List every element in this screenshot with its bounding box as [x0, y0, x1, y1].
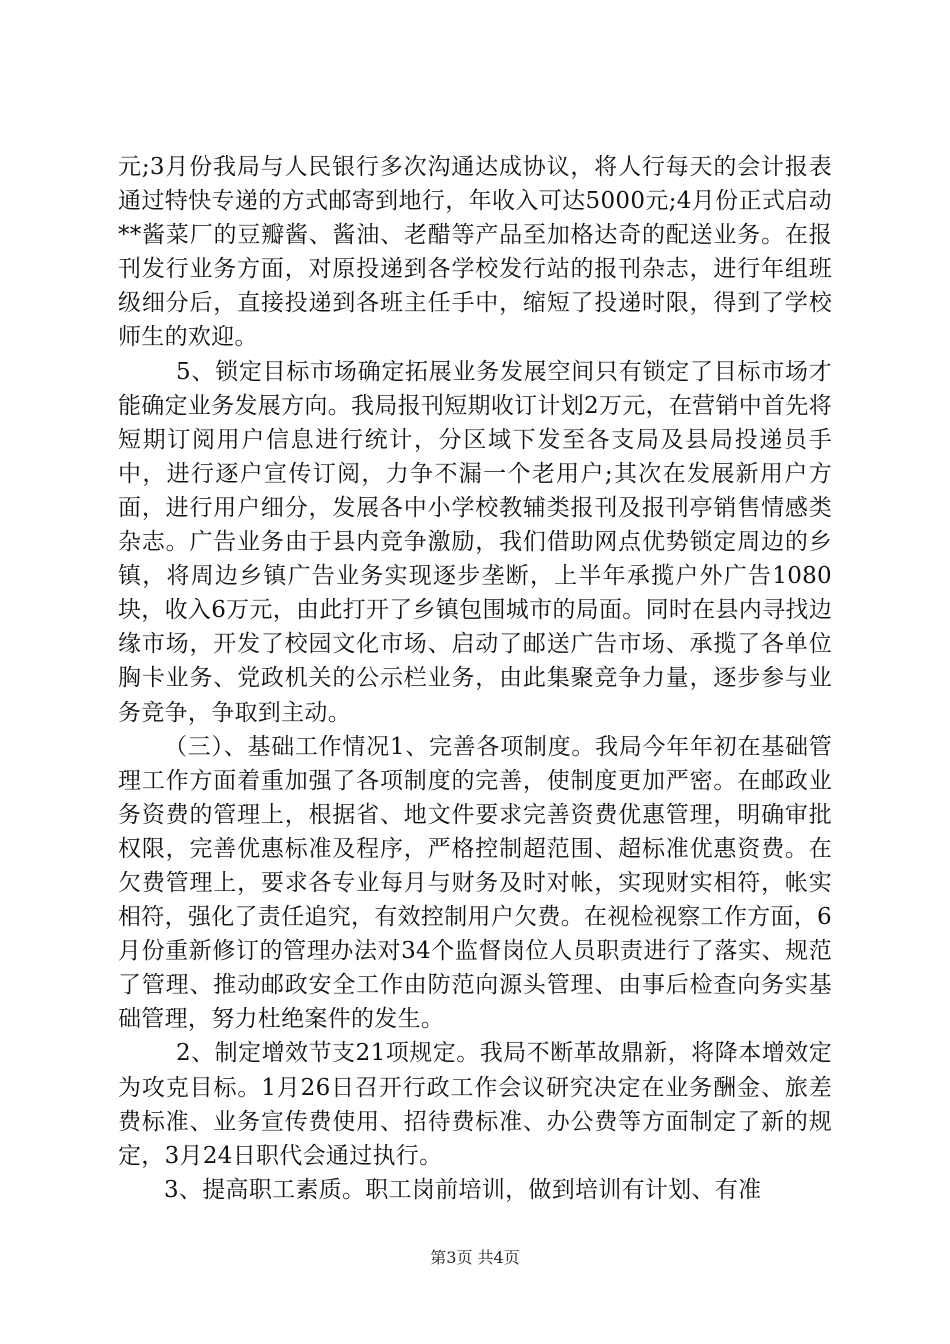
paragraph-basic-work: （三）、基础工作情况1、完善各项制度。我局今年年初在基础管理工作方面着重加强了各项制度的完善，使制度更加严密。在邮政业务资费的管理上，根据省、地文件要求完善资费优惠管理，明确审批权限，完善优惠标准及程序，严格控制超范围、超标准优惠资费。在欠费管理上，要求各专业每月与财务及时对帐，实现财实相符，帐实相符，强化了责任追究，有效控制用户欠费。在视检视察工作方面，6月份重新修订的管理办法对34个监督岗位人员职责进行了落实、规范了管理、推动邮政安全工作由防范向源头管理、由事后检查向务实基础管理，努力杜绝案件的发生。: [118, 733, 832, 1033]
document-body: [118, 150, 832, 1207]
paragraph-staff-quality: 3、提高职工素质。职工岗前培训，做到培训有计划、有准: [164, 1176, 762, 1203]
paragraph-target-market: 5、锁定目标市场确定拓展业务发展空间只有锁定了目标市场才能确定业务发展方向。我局报刊短期收订计划2万元，在营销中首先将短期订阅用户信息进行统计，分区域下发至各支局及县局投递员手中，进行逐户宣传订阅，力争不漏一个老用户;其次在发展新用户方面，进行用户细分，发展各中小学校教辅类报刊及报刊亭销售情感类杂志。广告业务由于县内竞争激励，我们借助网点优势锁定周边的乡镇，将周边乡镇广告业务实现逐步垄断，上半年承揽户外广告1080块，收入6万元，由此打开了乡镇包围城市的局面。同时在县内寻找边缘市场，开发了校园文化市场、启动了邮送广告市场、承揽了各单位胸卡业务、党政机关的公示栏业务，由此集聚竞争力量，逐步参与业务竞争，争取到主动。: [118, 358, 832, 726]
paragraph-cost-rules: 2、制定增效节支21项规定。我局不断革故鼎新，将降本增效定为攻克目标。1月26日召开行政工作会议研究决定在业务酬金、旅差费标准、业务宣传费使用、招待费标准、办公费等方面制定了新的规定，3月24日职代会通过执行。: [118, 1040, 832, 1169]
page-footer: 第3页 共4页: [430, 1248, 520, 1267]
paragraph-delivery-business: 元;3月份我局与人民银行多次沟通达成协议，将人行每天的会计报表通过特快专递的方式邮寄到地行，年收入可达5000元;4月份正式启动**酱菜厂的豆瓣酱、酱油、老醋等产品至加格达奇的配送业务。在报刊发行业务方面，对原投递到各学校发行站的报刊杂志，进行年组班级细分后，直接投递到各班主任手中，缩短了投递时限，得到了学校师生的欢迎。: [118, 154, 832, 351]
